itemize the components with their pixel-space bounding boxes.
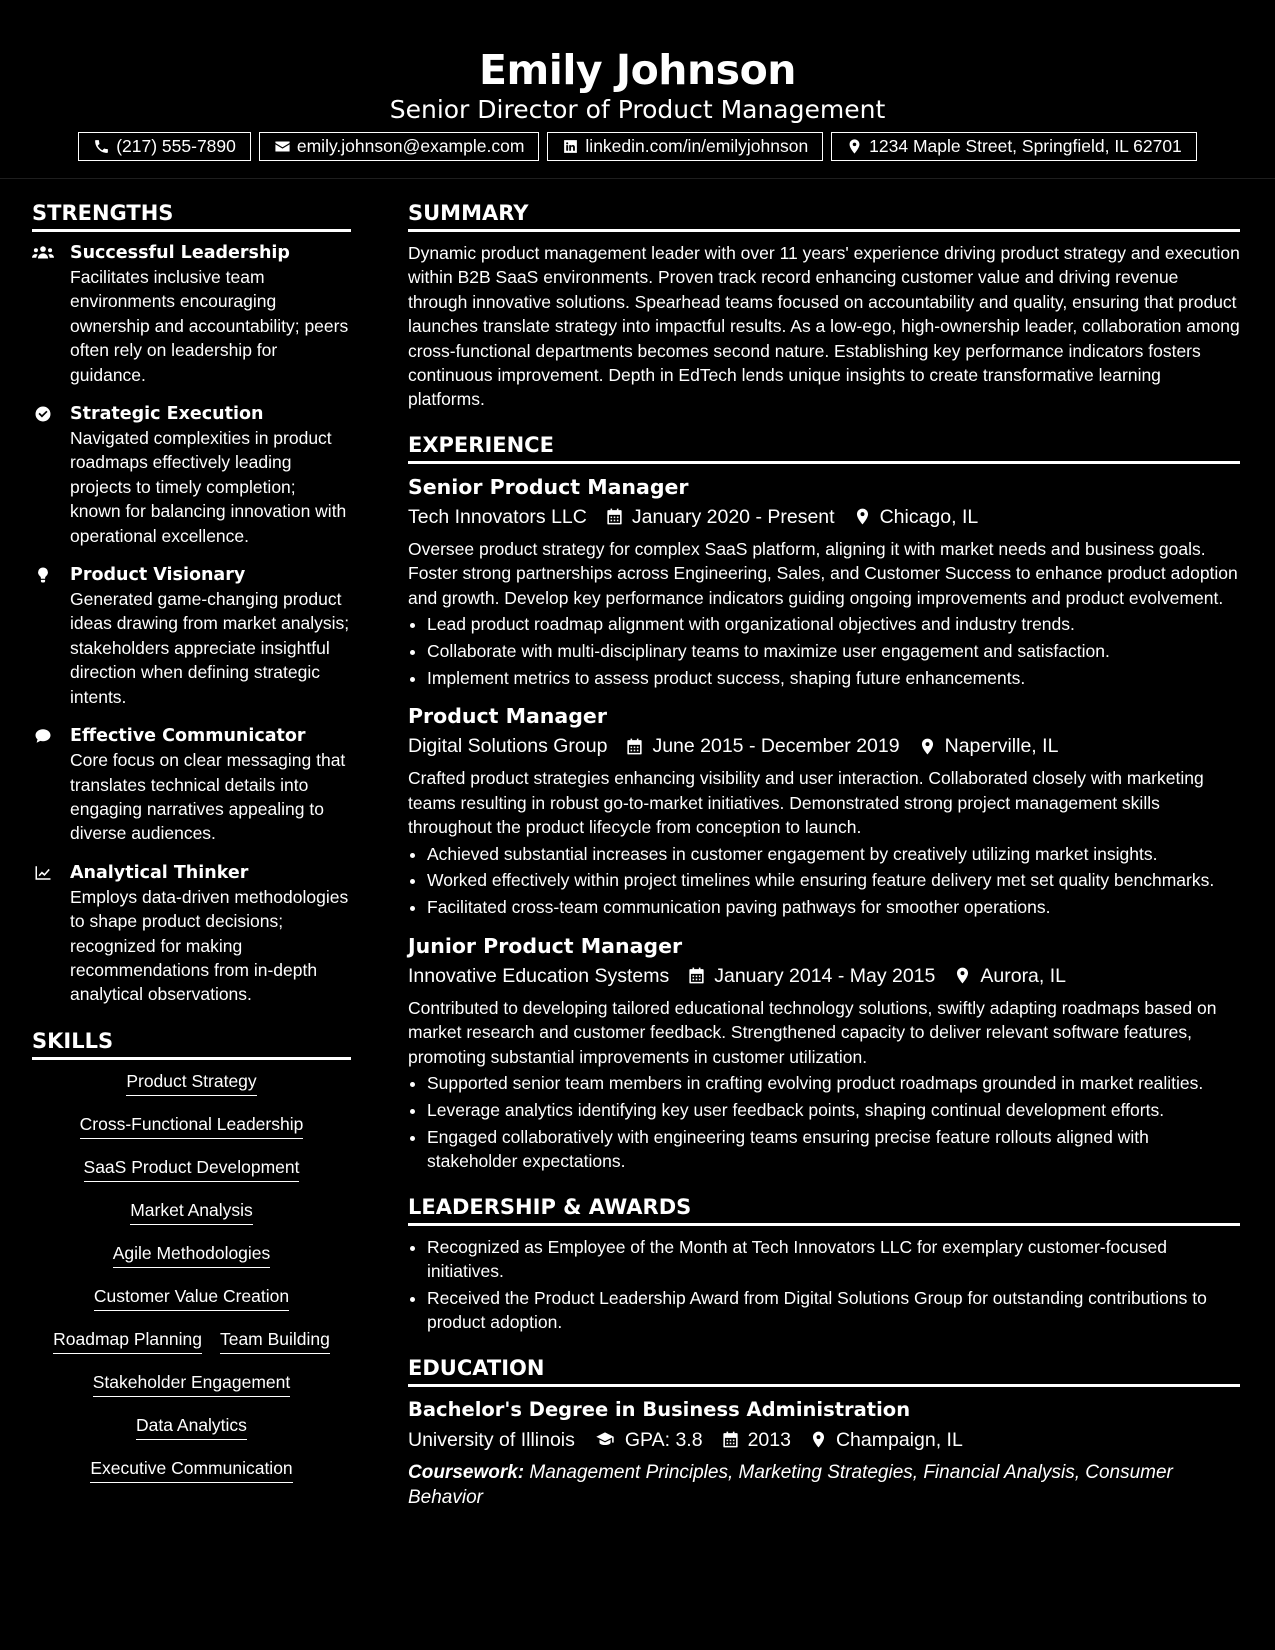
contact-email[interactable] xyxy=(259,132,540,161)
lightbulb-icon xyxy=(32,566,54,584)
job-bullets xyxy=(408,612,1240,690)
skill-tag: Executive Communication xyxy=(90,1456,292,1483)
skill-tag: Product Strategy xyxy=(126,1069,256,1096)
check-circle-icon xyxy=(32,405,54,423)
job-bullet: • Facilitated cross-team communication paving pathways for smoother operations. xyxy=(427,895,1240,919)
job-location: Chicago, IL xyxy=(879,505,979,528)
map-marker-icon xyxy=(846,138,863,155)
job-bullet: • Implement metrics to assess product success, shaping future enhancements. xyxy=(427,666,1240,690)
skill-tag: Roadmap Planning xyxy=(53,1327,202,1354)
candidate-title: Senior Director of Product Management xyxy=(389,95,886,124)
strength-title: Product Visionary xyxy=(70,565,246,586)
phone-text: (217) 555-7890 xyxy=(116,136,236,156)
strength-title: Analytical Thinker xyxy=(70,862,249,883)
awards-section xyxy=(408,1192,1240,1335)
job-bullet: • Worked effectively within project timelines while ensuring feature delivery met set quality benchmarks. xyxy=(427,868,1240,892)
degree-title: Bachelor's Degree in Business Administration xyxy=(408,1397,911,1421)
skill-tag: Stakeholder Engagement xyxy=(93,1370,291,1397)
job-dates: January 2014 - May 2015 xyxy=(714,964,936,987)
phone-icon xyxy=(93,138,110,155)
candidate-name: Emily Johnson xyxy=(479,46,796,94)
skill-tag: Cross-Functional Leadership xyxy=(80,1112,304,1139)
experience-section xyxy=(408,430,1240,1174)
job-bullets xyxy=(408,842,1240,920)
strength-item xyxy=(32,402,351,548)
job-title: Senior Product Manager xyxy=(408,474,689,499)
coursework-text: Management Principles, Marketing Strategies, Financial Analysis, Consumer Behavior xyxy=(408,1461,1173,1508)
strength-desc: Employs data-driven methodologies to shape product decisions; recognized for making recommendations from in-depth analytical observations. xyxy=(70,886,349,1005)
strength-desc: Facilitates inclusive team environments encouraging ownership and accountability; peers often rely on leadership for guidance. xyxy=(70,267,349,385)
skills-list xyxy=(32,1069,351,1483)
graduation-year: 2013 xyxy=(747,1428,791,1451)
calendar-icon xyxy=(605,507,624,526)
job-bullet: • Achieved substantial increases in customer engagement by creatively utilizing market insights. xyxy=(427,842,1240,866)
contact-phone[interactable] xyxy=(78,132,251,161)
strength-title: Effective Communicator xyxy=(70,726,306,747)
skills-heading: SKILLS xyxy=(32,1026,351,1060)
calendar-icon xyxy=(687,966,706,985)
experience-heading: EXPERIENCE xyxy=(408,430,1240,464)
chart-line-icon xyxy=(32,864,54,882)
address-text: 1234 Maple Street, Springfield, IL 62701 xyxy=(869,136,1182,156)
skill-tag: SaaS Product Development xyxy=(84,1155,300,1182)
job-bullet: • Lead product roadmap alignment with organizational objectives and industry trends. xyxy=(427,612,1240,636)
awards-heading: LEADERSHIP & AWARDS xyxy=(408,1192,1240,1226)
skill-tag: Team Building xyxy=(220,1327,330,1354)
coursework xyxy=(408,1460,1240,1510)
strength-desc: Generated game-changing product ideas drawing from market analysis; stakeholders appreciate insightful direction when defining strategic intents. xyxy=(70,589,350,707)
job-description: Oversee product strategy for complex SaaS platform, aligning it with market needs and business goals. Foster strong partnerships across Engineering, Sales, and Customer Success to enhance product adoption and growth. Develop key performance indicators guiding ongoing improvements and product evolvement. xyxy=(408,538,1238,608)
graduation-cap-icon xyxy=(593,1430,617,1449)
job-entry xyxy=(408,932,1240,1174)
education-meta xyxy=(408,1424,1240,1456)
job-title: Junior Product Manager xyxy=(408,933,683,958)
job-bullet: • Supported senior team members in crafting evolving product roadmaps grounded in market realities. xyxy=(427,1071,1240,1095)
email-text: emily.johnson@example.com xyxy=(296,136,525,156)
comment-icon xyxy=(32,727,54,745)
awards-list xyxy=(408,1235,1240,1335)
school-name: University of Illinois xyxy=(408,1428,575,1451)
job-meta xyxy=(408,960,1240,992)
skill-tag: Market Analysis xyxy=(130,1198,253,1225)
award-item: • Received the Product Leadership Award from Digital Solutions Group for outstanding contributions to product adoption. xyxy=(427,1286,1240,1335)
contact-address[interactable] xyxy=(831,132,1197,161)
calendar-icon xyxy=(721,1430,740,1449)
award-item: • Recognized as Employee of the Month at Tech Innovators LLC for exemplary customer-focused initiatives. xyxy=(427,1235,1240,1284)
summary-text: Dynamic product management leader with over 11 years' experience driving product strategy and execution within B2B SaaS environments. Proven track record enhancing customer value and driving revenue through innovative solutions. Spearhead teams focused on accountability and quality, ensuring that product launches translate strategy into impactful results. As a low-ego, high-ownership leader, collaboration among cross-functional departments becomes second nature. Establishing key performance indicators fosters continuous improvement. Depth in EdTech lends unique insights to create transformative learning platforms. xyxy=(408,243,1240,410)
job-bullet: • Collaborate with multi-disciplinary teams to maximize user engagement and satisfaction. xyxy=(427,639,1240,663)
job-company: Innovative Education Systems xyxy=(408,964,670,987)
school-location: Champaign, IL xyxy=(835,1428,963,1451)
summary-section xyxy=(408,198,1240,412)
strength-item xyxy=(32,563,351,709)
job-meta xyxy=(408,730,1240,762)
job-dates: January 2020 - Present xyxy=(631,505,835,528)
job-description: Contributed to developing tailored educational technology solutions, swiftly adapting roadmaps based on market research and customer feedback. Strengthened capacity to deliver relevant software features, promoting substantial improvements in customer utilization. xyxy=(408,997,1217,1067)
map-marker-icon xyxy=(809,1430,828,1449)
skill-tag: Agile Methodologies xyxy=(113,1241,271,1268)
right-column xyxy=(408,198,1240,1528)
coursework-label: Coursework: xyxy=(408,1461,525,1483)
skill-tag: Customer Value Creation xyxy=(94,1284,289,1311)
strength-item xyxy=(32,861,351,1007)
job-dates: June 2015 - December 2019 xyxy=(652,735,900,758)
job-entry xyxy=(408,702,1240,919)
summary-heading: SUMMARY xyxy=(408,198,1240,232)
contact-linkedin[interactable] xyxy=(547,132,823,161)
strength-item xyxy=(32,724,351,846)
linkedin-icon xyxy=(562,138,579,155)
job-location: Aurora, IL xyxy=(980,964,1067,987)
job-title: Product Manager xyxy=(408,704,607,729)
job-bullet: • Engaged collaboratively with engineering teams ensuring precise feature rollouts aligned with stakeholder expectations. xyxy=(427,1125,1240,1174)
left-column xyxy=(32,198,351,1483)
users-icon xyxy=(32,244,54,262)
gpa: GPA: 3.8 xyxy=(624,1428,703,1451)
education-section xyxy=(408,1353,1240,1510)
education-heading: EDUCATION xyxy=(408,1353,1240,1387)
map-marker-icon xyxy=(953,966,972,985)
job-company: Digital Solutions Group xyxy=(408,735,608,758)
map-marker-icon xyxy=(853,507,872,526)
envelope-icon xyxy=(274,138,291,155)
strength-desc: Navigated complexities in product roadmaps effectively leading projects to timely completion; known for balancing innovation with operational excellence. xyxy=(70,428,347,546)
job-bullet: • Leverage analytics identifying key user feedback points, shaping continual development efforts. xyxy=(427,1098,1240,1122)
strength-desc: Core focus on clear messaging that translates technical details into engaging narratives appealing to diverse audiences. xyxy=(70,750,346,844)
strengths-heading: STRENGTHS xyxy=(32,198,351,232)
skill-tag: Data Analytics xyxy=(136,1413,247,1440)
resume-header xyxy=(0,0,1275,179)
job-bullets xyxy=(408,1071,1240,1174)
strength-item xyxy=(32,241,351,387)
calendar-icon xyxy=(625,737,644,756)
map-marker-icon xyxy=(918,737,937,756)
job-meta xyxy=(408,501,1240,533)
strength-title: Successful Leadership xyxy=(70,243,290,263)
linkedin-text: linkedin.com/in/emilyjohnson xyxy=(585,136,809,156)
job-location: Naperville, IL xyxy=(944,735,1059,758)
job-description: Crafted product strategies enhancing visibility and user interaction. Collaborated closely with marketing teams resulting in robust go-to-market initiatives. Demonstrated strong project management skills throughout the product lifecycle from conception to launch. xyxy=(408,768,1204,838)
job-entry xyxy=(408,473,1240,690)
job-company: Tech Innovators LLC xyxy=(408,505,587,528)
contact-bar xyxy=(0,132,1275,161)
strength-title: Strategic Execution xyxy=(70,404,264,425)
